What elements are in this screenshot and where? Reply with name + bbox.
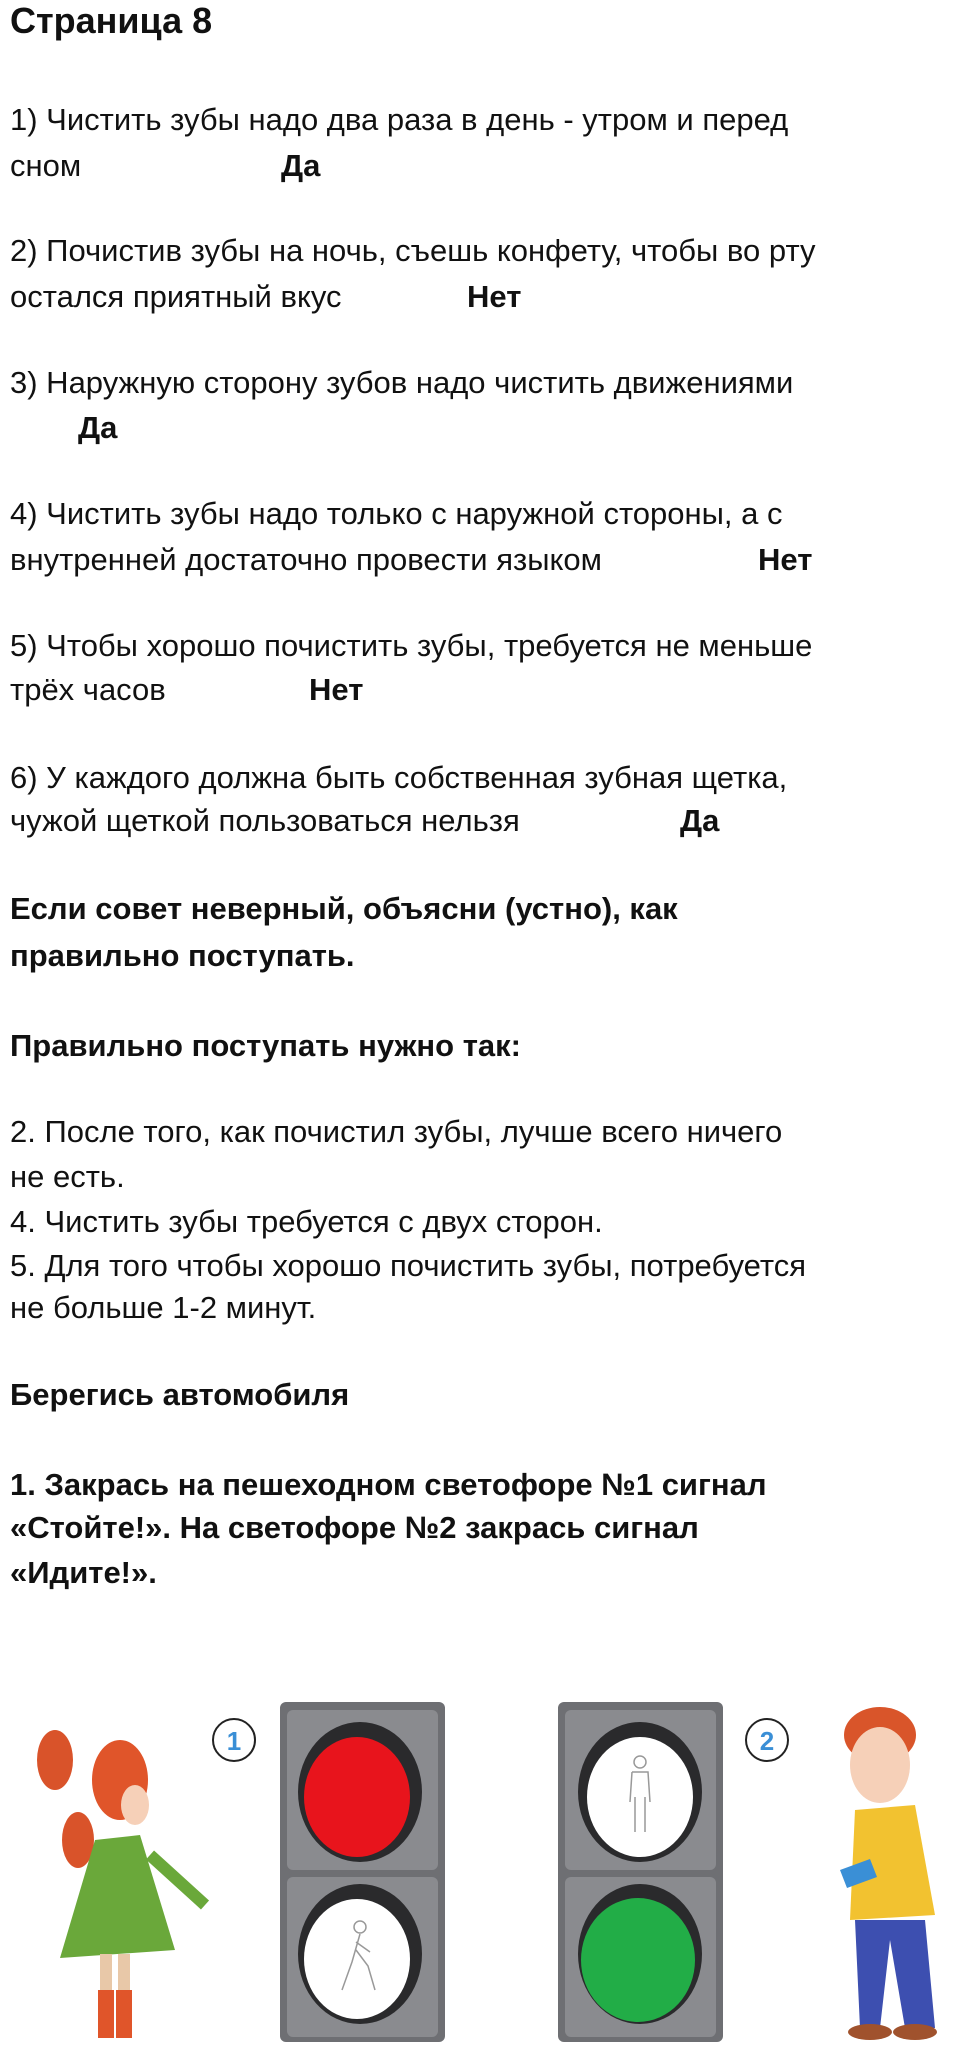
question-6-line1: 6) У каждого должна быть собственная зубная щетка, (10, 760, 788, 795)
task-line: «Идите!». (10, 1555, 157, 1590)
pedestrian-stop-light (587, 1737, 693, 1857)
question-5-line1: 5) Чтобы хорошо почистить зубы, требуется не меньше (10, 628, 813, 663)
question-4-line2: внутренней достаточно провести языком (10, 542, 602, 577)
answer-3: Да (78, 410, 118, 445)
answer-6: Да (680, 803, 720, 838)
task-line: «Стойте!». На светофоре №2 закрась сигнал (10, 1510, 699, 1545)
green-light (581, 1898, 695, 2022)
traffic-light-1-label: 1 (226, 1726, 242, 1756)
instruction-line2: правильно поступать. (10, 938, 355, 973)
correction-line: 2. После того, как почистил зубы, лучше всего ничего (10, 1114, 783, 1149)
question-1-line2: сном (10, 148, 82, 183)
correction-line: не больше 1-2 минут. (10, 1290, 317, 1325)
pedestrian-walk-light (304, 1899, 410, 2019)
answer-1: Да (281, 148, 321, 183)
instruction-line1: Если совет неверный, объясни (устно), как (10, 891, 678, 926)
question-6-line2: чужой щеткой пользоваться нельзя (10, 803, 520, 838)
answer-4: Нет (758, 542, 813, 577)
question-4-line1: 4) Чистить зубы надо только с наружной стороны, а с (10, 496, 783, 531)
traffic-light-1 (280, 1702, 445, 2042)
question-5-line2: трёх часов (10, 672, 166, 707)
traffic-light-2-label: 2 (759, 1726, 775, 1756)
correction-line: 4. Чистить зубы требуется с двух сторон. (10, 1204, 603, 1239)
question-2-line2: остался приятный вкус (10, 279, 342, 314)
question-2-line1: 2) Почистив зубы на ночь, съешь конфету, чтобы во рту (10, 233, 816, 268)
red-light (304, 1737, 410, 1857)
correct-heading: Правильно поступать нужно так: (10, 1028, 521, 1063)
task-line: 1. Закрась на пешеходном светофоре №1 сигнал (10, 1467, 767, 1502)
section-2-title: Берегись автомобиля (10, 1377, 350, 1412)
traffic-light-illustration (0, 1640, 961, 2045)
boy-figure (840, 1707, 937, 2040)
question-1-line1: 1) Чистить зубы надо два раза в день - утром и перед (10, 102, 789, 137)
traffic-light-2 (558, 1702, 723, 2042)
answer-5: Нет (309, 672, 364, 707)
correction-line: не есть. (10, 1159, 125, 1194)
correction-line: 5. Для того чтобы хорошо почистить зубы, потребуется (10, 1248, 807, 1283)
answer-2: Нет (467, 279, 522, 314)
question-3-line1: 3) Наружную сторону зубов надо чистить движениями (10, 365, 794, 400)
girl-figure (37, 1730, 205, 2038)
page-title: Страница 8 (10, 0, 213, 41)
